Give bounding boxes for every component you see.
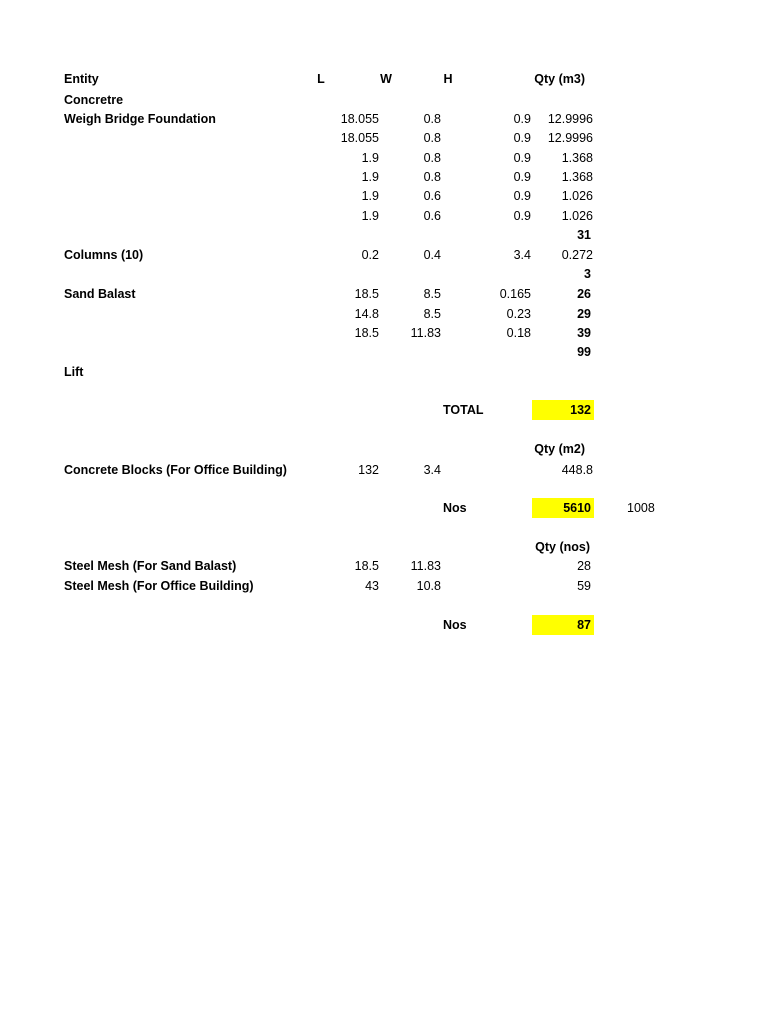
- table-cell-qty: 39: [577, 326, 591, 340]
- blocks-nos-label: Nos: [443, 501, 467, 515]
- subtotal-weigh-bridge: 31: [577, 228, 591, 242]
- steel-mesh-label: Steel Mesh (For Office Building): [64, 579, 254, 593]
- qty-m2-header: Qty (m2): [534, 442, 585, 456]
- total-label: TOTAL: [443, 403, 484, 417]
- table-cell-l: 18.055: [340, 131, 379, 145]
- weigh-bridge-label: Weigh Bridge Foundation: [64, 112, 216, 126]
- table-cell-w: 0.6: [423, 189, 441, 203]
- table-cell-l: 18.5: [354, 559, 379, 573]
- mesh-nos-label: Nos: [443, 618, 467, 632]
- table-cell-l: 14.8: [354, 307, 379, 321]
- steel-mesh-label: Steel Mesh (For Sand Balast): [64, 559, 237, 573]
- header-entity: Entity: [64, 72, 99, 86]
- table-cell-h: 0.9: [513, 131, 531, 145]
- table-cell-l: 1.9: [361, 209, 379, 223]
- header-l: L: [317, 72, 325, 86]
- table-cell-h: 0.9: [513, 209, 531, 223]
- table-cell-h: 0.23: [506, 307, 531, 321]
- table-cell-h: 0.18: [506, 326, 531, 340]
- table-cell-w: 10.8: [416, 579, 441, 593]
- header-h: H: [443, 72, 453, 86]
- table-cell-h: 3.4: [513, 248, 531, 262]
- table-cell-l: 43: [365, 579, 379, 593]
- table-cell-w: 0.8: [423, 112, 441, 126]
- table-cell-l: 1.9: [361, 189, 379, 203]
- table-cell-h: 0.9: [513, 112, 531, 126]
- table-cell-qty: 1.368: [561, 170, 593, 184]
- table-cell-l: 1.9: [361, 151, 379, 165]
- table-cell-qty: 26: [577, 287, 591, 301]
- table-cell-qty: 12.9996: [547, 112, 593, 126]
- table-cell-qty: 28: [577, 559, 591, 573]
- table-cell-qty: 59: [577, 579, 591, 593]
- columns-label: Columns (10): [64, 248, 144, 262]
- table-cell-qty: 0.272: [561, 248, 593, 262]
- table-cell-qty: 29: [577, 307, 591, 321]
- table-cell-h: 0.165: [499, 287, 531, 301]
- header-w: W: [380, 72, 392, 86]
- table-cell-qty: 448.8: [561, 463, 593, 477]
- table-cell-qty: 1.026: [561, 189, 593, 203]
- lift-label: Lift: [64, 365, 84, 379]
- table-cell-w: 0.6: [423, 209, 441, 223]
- table-cell-h: 0.9: [513, 170, 531, 184]
- table-cell-l: 18.055: [340, 112, 379, 126]
- table-cell-w: 0.8: [423, 151, 441, 165]
- table-cell-w: 0.8: [423, 131, 441, 145]
- qty-nos-header: Qty (nos): [535, 540, 590, 554]
- table-cell-l: 18.5: [354, 326, 379, 340]
- total-value: 132: [570, 403, 591, 417]
- table-cell-w: 3.4: [423, 463, 441, 477]
- subtotal-columns: 3: [584, 267, 591, 281]
- table-cell-w: 0.8: [423, 170, 441, 184]
- mesh-nos-value: 87: [577, 618, 591, 632]
- table-cell-h: 0.9: [513, 189, 531, 203]
- table-cell-l: 18.5: [354, 287, 379, 301]
- subtotal-sand-balast: 99: [577, 345, 591, 359]
- table-cell-w: 0.4: [423, 248, 441, 262]
- table-cell-w: 8.5: [423, 307, 441, 321]
- table-cell-qty: 12.9996: [547, 131, 593, 145]
- blocks-nos-value: 5610: [563, 501, 591, 515]
- table-cell-qty: 1.368: [561, 151, 593, 165]
- table-cell-l: 0.2: [361, 248, 379, 262]
- sand-balast-label: Sand Balast: [64, 287, 136, 301]
- table-cell-l: 132: [358, 463, 379, 477]
- table-cell-w: 11.83: [410, 559, 441, 573]
- table-cell-l: 1.9: [361, 170, 379, 184]
- table-cell-h: 0.9: [513, 151, 531, 165]
- table-cell-w: 11.83: [410, 326, 441, 340]
- header-qty: Qty (m3): [534, 72, 585, 86]
- concrete-heading: Concretre: [64, 93, 124, 107]
- table-cell-w: 8.5: [423, 287, 441, 301]
- table-cell-qty: 1.026: [561, 209, 593, 223]
- blocks-side-value: 1008: [627, 501, 655, 515]
- concrete-blocks-label: Concrete Blocks (For Office Building): [64, 463, 287, 477]
